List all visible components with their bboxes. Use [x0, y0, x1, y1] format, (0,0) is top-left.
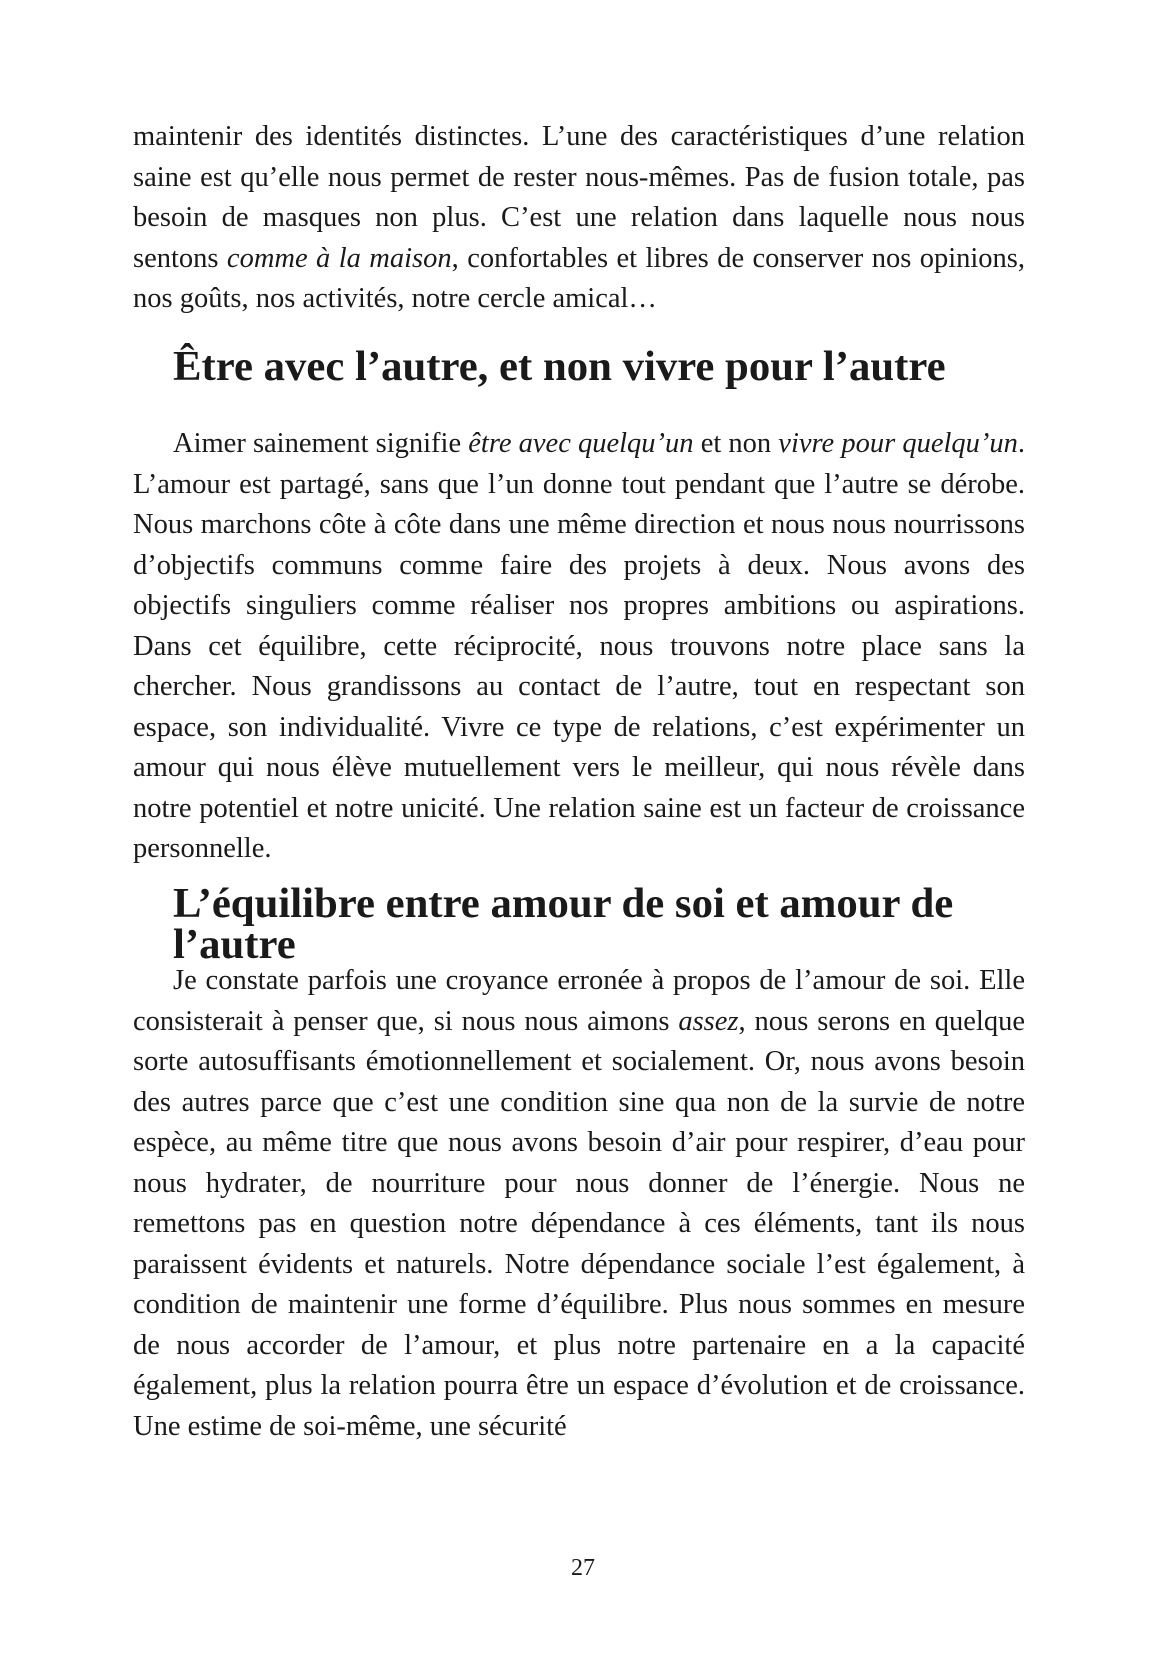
paragraph-text: , nous serons en quelque sorte autosuffisants émotionnellement et socialement. Or, nous avons besoin des autres parce que c’est une condition sine qua non de la survie de notre espèce, au même titre que nous avons besoin d’air pour respirer, d’eau pour nous hydrater, de nourriture pour nous donner de l’énergie. Nous ne remettons pas en question notre dépendance à ces éléments, tant ils nous paraissent évidents et naturels. Notre dépendance sociale l’est également, à condition de maintenir une forme d’équilibre. Plus nous sommes en mesure de nous accorder de l’amour, et plus notre partenaire en a la capacité également, plus la relation pourra être un espace d’évolution et de croissance. Une estime de soi-même, une sécurité [133, 1005, 1025, 1442]
paragraph-continued [133, 117, 1025, 320]
paragraph-text: et non [693, 428, 779, 459]
paragraph [133, 961, 1025, 1447]
paragraph-italic-text: comme à la maison [226, 242, 452, 274]
paragraph [133, 424, 1025, 870]
paragraph-text: , confortables et libres de conserver nos opinions, nos goûts, nos activités, notre cercle amical… [133, 242, 1026, 314]
text-block [133, 424, 1025, 870]
section-heading-block [133, 343, 1025, 390]
section-heading: L’équilibre entre amour de soi et amour de l’autre [173, 880, 954, 968]
section-heading: Être avec l’autre, et non vivre pour l’autre [173, 343, 946, 390]
paragraph-italic-text: assez [678, 1005, 739, 1037]
paragraph-text: Aimer sainement signifie [173, 428, 469, 459]
text-block [133, 961, 1025, 1447]
page-number: 27 [571, 1555, 595, 1581]
paragraph-text: Je constate parfois une croyance erronée à propos de l’amour de soi. Elle consisterait à penser que, si nous nous aimons [133, 965, 1025, 1037]
paragraph-italic-text: être avec quelqu’un [468, 428, 694, 459]
paragraph-italic-text: vivre pour quelqu’un [778, 428, 1018, 459]
paragraph-text: . L’amour est partagé, sans que l’un donne tout pendant que l’autre se dérobe. Nous marchons côte à côte dans une même direction et nous nous nourrissons d’objectifs communs comme faire des projets à deux. Nous avons des objectifs singuliers comme réaliser nos propres ambitions ou aspirations. Dans cet équilibre, cette réciprocité, nous trouvons notre place sans la chercher. Nous grandissons au contact de l’autre, tout en respectant son espace, son individualité. Vivre ce type de relations, c’est expérimenter un amour qui nous élève mutuellement vers le meilleur, qui nous révèle dans notre potentiel et notre unicité. Une relation saine est un facteur de croissance personnelle. [133, 428, 1025, 864]
paragraph-text: maintenir des identités distinctes. L’une des caractéristiques d’une relation saine est qu’elle nous permet de rester nous-mêmes. Pas de fusion totale, pas besoin de masques non plus. C’est une relation dans laquelle nous nous sentons [133, 121, 1025, 274]
section-heading-block [133, 880, 1025, 968]
text-block [133, 117, 1025, 320]
